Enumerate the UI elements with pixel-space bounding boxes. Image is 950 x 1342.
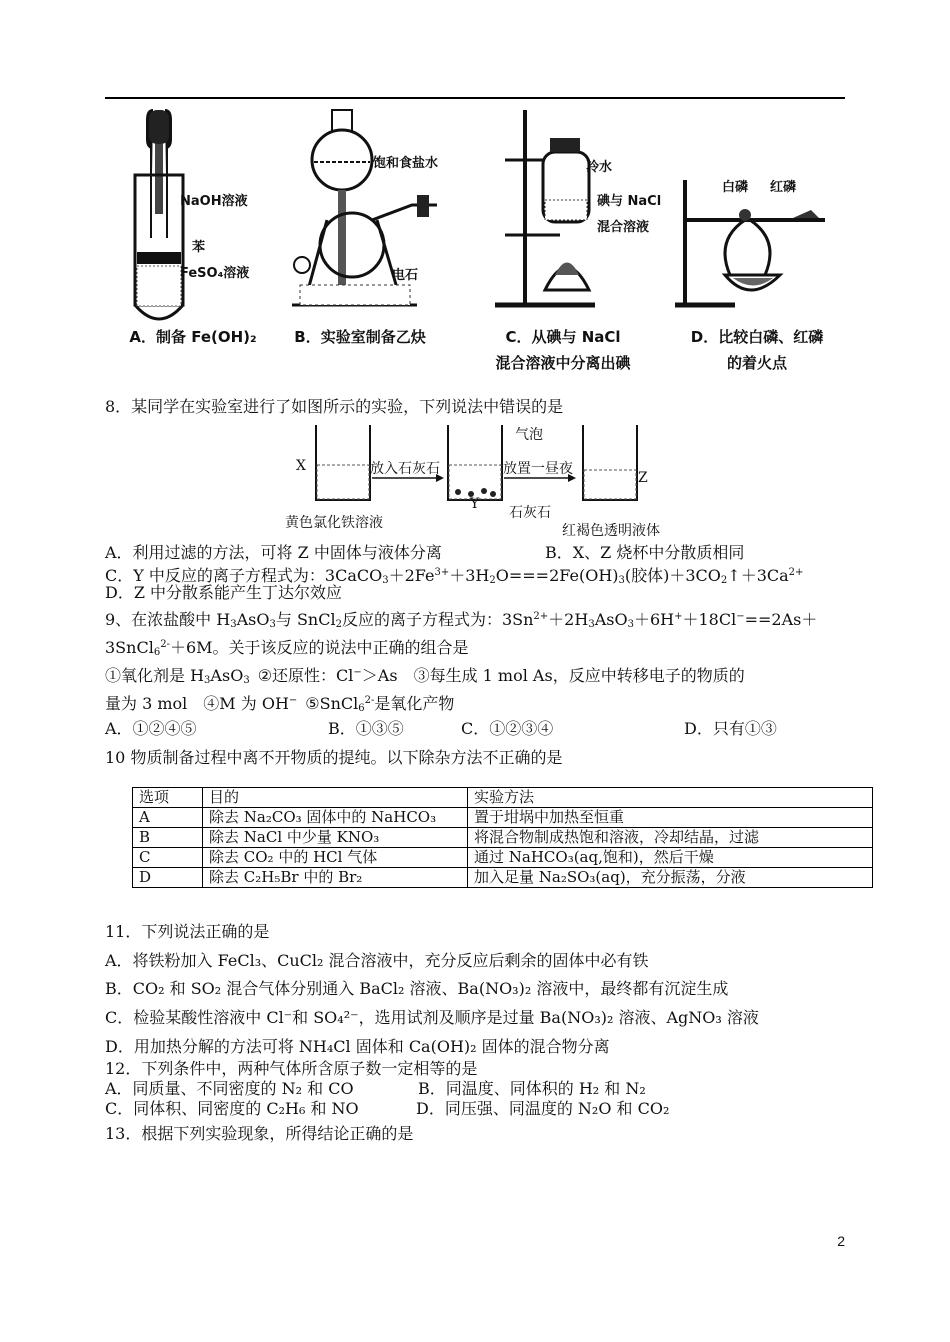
table-cell: D [133,868,203,888]
q8-option-b: B．X、Z 烧杯中分散质相同 [545,543,745,562]
q12-option-a: A．同质量、不同密度的 N₂ 和 CO [105,1079,354,1098]
fig-a-label-feso4: FeSO₄溶液 [180,266,250,281]
q9-l1-b: AsO [236,610,270,629]
q10-stem: 10 物质制备过程中离不开物质的提纯。以下除杂方法不正确的是 [105,748,563,767]
fig-a-label-naoh: NaOH溶液 [180,194,248,209]
table-row [133,828,873,848]
figure-d-caption-1: D．比较白磷、红磷 [690,328,824,346]
q8-c-part5: (胶体)＋3CO [624,566,721,585]
table-header-cell: 目的 [203,788,468,808]
q8-c-part3: ＋3H [449,566,490,585]
q9-line-4: 量为 3 mol ④M 为 OH− ⑤SnCl$_6^{2-}$是氧化产物 [105,694,455,714]
q8-label-z: Z [638,470,648,486]
q9-l1-a: 9、在浓盐酸中 H [105,610,231,629]
figure-d-caption-2: 的着火点 [726,354,787,372]
q9-l2-a: 3SnCl [105,638,154,657]
table-cell: 除去 NaCl 中少量 KNO₃ [203,828,468,848]
fig-d-label-red-p: 红磷 [770,180,797,195]
q11-option-a: A．将铁粉加入 FeCl₃、CuCl₂ 混合溶液中，充分反应后剩余的固体中必有铁 [105,951,649,970]
q8-option-a: A．利用过滤的方法，可将 Z 中固体与液体分离 [105,543,442,562]
figure-c-caption-1: C．从碘与 NaCl [505,328,621,346]
q8-option-d: D．Z 中分散系能产生丁达尔效应 [105,583,343,602]
q8-beaker-diagram [308,420,668,515]
table-header-cell: 实验方法 [468,788,873,808]
q11-stem: 11．下列说法正确的是 [105,922,270,941]
q9-l1-e: ＋2H [548,610,589,629]
q9-l1-d: 反应的离子方程式为：3Sn [341,610,534,629]
q12-option-b: B．同温度、同体积的 H₂ 和 N₂ [418,1079,646,1098]
q8-c-part4: O===2Fe(OH) [495,566,619,585]
figure-c-caption-2: 混合溶液中分离出碘 [495,354,631,372]
q8-label-stone: 石灰石 [509,505,551,521]
table-cell: A [133,808,203,828]
q9-l4-a: 量为 3 mol ④M 为 OH [105,694,289,713]
table-cell: 除去 C₂H₅Br 中的 Br₂ [203,868,468,888]
q11-option-d: D．用加热分解的方法可将 NH₄Cl 固体和 Ca(OH)₂ 固体的混合物分离 [105,1037,610,1056]
table-cell: 通过 NaHCO₃(aq,饱和)，然后干燥 [468,848,873,868]
q10-table [132,787,873,888]
q9-line-2: 3SnCl$_6^{2-}$＋6M。关于该反应的说法中正确的组合是 [105,638,469,658]
q9-l1-h: ＋18Cl [682,610,737,629]
q8-option-c: C．Y 中反应的离子方程式为：$3CaCO_3+2Fe^{3+}+3H_2O===2Fe(OH)_3$(胶体)$+3CO_2↑+3Ca^{2+}$ [105,566,804,586]
q9-l3-d: ＞As ③每生成 1 mol As，反应中转移电子的物质的 [361,666,745,685]
q9-l2-b: ＋6M。关于该反应的说法中正确的组合是 [169,638,469,657]
q9-l4-c: 是氧化产物 [374,694,455,713]
table-cell: B [133,828,203,848]
table-row [133,808,873,828]
q12-option-d: D．同压强、同温度的 N₂O 和 CO₂ [416,1099,670,1118]
table-header-cell: 选项 [133,788,203,808]
fig-b-label-calcium-carbide: 电石 [392,268,419,283]
table-cell: 将混合物制成热饱和溶液，冷却结晶，过滤 [468,828,873,848]
q9-l3-b: AsO [210,666,244,685]
q13-stem: 13．根据下列实验现象，所得结论正确的是 [105,1124,414,1143]
figure-c-sublimation [495,110,605,310]
q8-label-y: Y [470,496,480,512]
q9-option-c: C．①②③④ [461,719,554,738]
q9-l1-g: ＋6H [633,610,675,629]
table-cell: 除去 Na₂CO₃ 固体中的 NaHCO₃ [203,808,468,828]
q9-l3-c: ②还原性：Cl [257,666,354,685]
figure-b-caption: B．实验室制备乙炔 [294,328,426,346]
q9-option-b: B．①③⑤ [328,719,404,738]
figure-a-test-tube [125,110,195,340]
q11-option-c: C．检验某酸性溶液中 Cl⁻和 SO₄²⁻，选用试剂及顺序是过量 Ba(NO₃)₂ 溶液、AgNO₃ 溶液 [105,1008,759,1027]
q8-label-step1: 放入石灰石 [370,461,440,477]
fig-a-label-benzene: 苯 [192,240,206,255]
q9-l3-a: ①氧化剂是 H [105,666,205,685]
table-cell: 除去 CO₂ 中的 HCl 气体 [203,848,468,868]
q12-stem: 12．下列条件中，两种气体所含原子数一定相等的是 [105,1059,478,1078]
table-cell: C [133,848,203,868]
table-row [133,848,873,868]
q8-right-caption: 红褐色透明液体 [562,523,660,539]
q9-l1-f: AsO [594,610,628,629]
page-number: 2 [837,1233,845,1249]
table-header-row [133,788,873,808]
fig-c-label-solution: 混合溶液 [597,220,650,235]
figure-d-phosphorus [675,110,835,310]
q8-stem: 8．某同学在实验室进行了如图所示的实验，下列说法中错误的是 [105,397,564,416]
figure-b-apparatus [292,110,462,310]
fig-d-label-white-p: 白磷 [722,180,749,195]
q9-line-3: ①氧化剂是 $H_3AsO_3$ ②还原性：Cl−＞As ③每生成 1 mol As，反应中转移电子的物质的 [105,666,745,686]
q9-option-d: D．只有①③ [684,719,777,738]
q9-line-1: 9、在浓盐酸中 $H_3AsO_3$与 SnCl$_2$反应的离子方程式为：$3Sn^{2+}+2H_3AsO_3+6H^++18Cl^-==2As+$ [105,610,818,630]
fig-c-label-cold-water: 冷水 [586,160,613,175]
q8-label-step2: 放置一昼夜 [503,461,573,477]
q11-option-b: B．CO₂ 和 SO₂ 混合气体分别通入 BaCl₂ 溶液、Ba(NO₃)₂ 溶液中，最终都有沉淀生成 [105,979,729,998]
q8-left-caption: 黄色氯化铁溶液 [285,515,383,531]
fig-c-label-iodine: 碘与 NaCl [597,194,662,209]
q9-option-a: A．①②④⑤ [105,719,197,738]
fig-b-label-saltwater: 饱和食盐水 [373,156,439,171]
table-cell: 置于坩埚中加热至恒重 [468,808,873,828]
top-rule [105,97,845,99]
q8-label-bubble: 气泡 [515,427,543,443]
table-cell: 加入足量 Na₂SO₃(aq)，充分振荡，分液 [468,868,873,888]
q8-c-part2: ＋2Fe [388,566,435,585]
q9-l1-i: ==2As＋ [744,610,818,629]
q12-option-c: C．同体积、同密度的 C₂H₆ 和 NO [105,1099,359,1118]
q8-c-part6: ↑＋3Ca [727,566,789,585]
table-row [133,868,873,888]
figure-a-caption: A．制备 Fe(OH)₂ [129,328,257,346]
q8-c-part1: C．Y 中反应的离子方程式为：3CaCO [105,566,383,585]
q9-l1-c: 与 SnCl [275,610,336,629]
q9-l4-b: ⑤SnCl [305,694,359,713]
q8-label-x: X [296,458,306,474]
